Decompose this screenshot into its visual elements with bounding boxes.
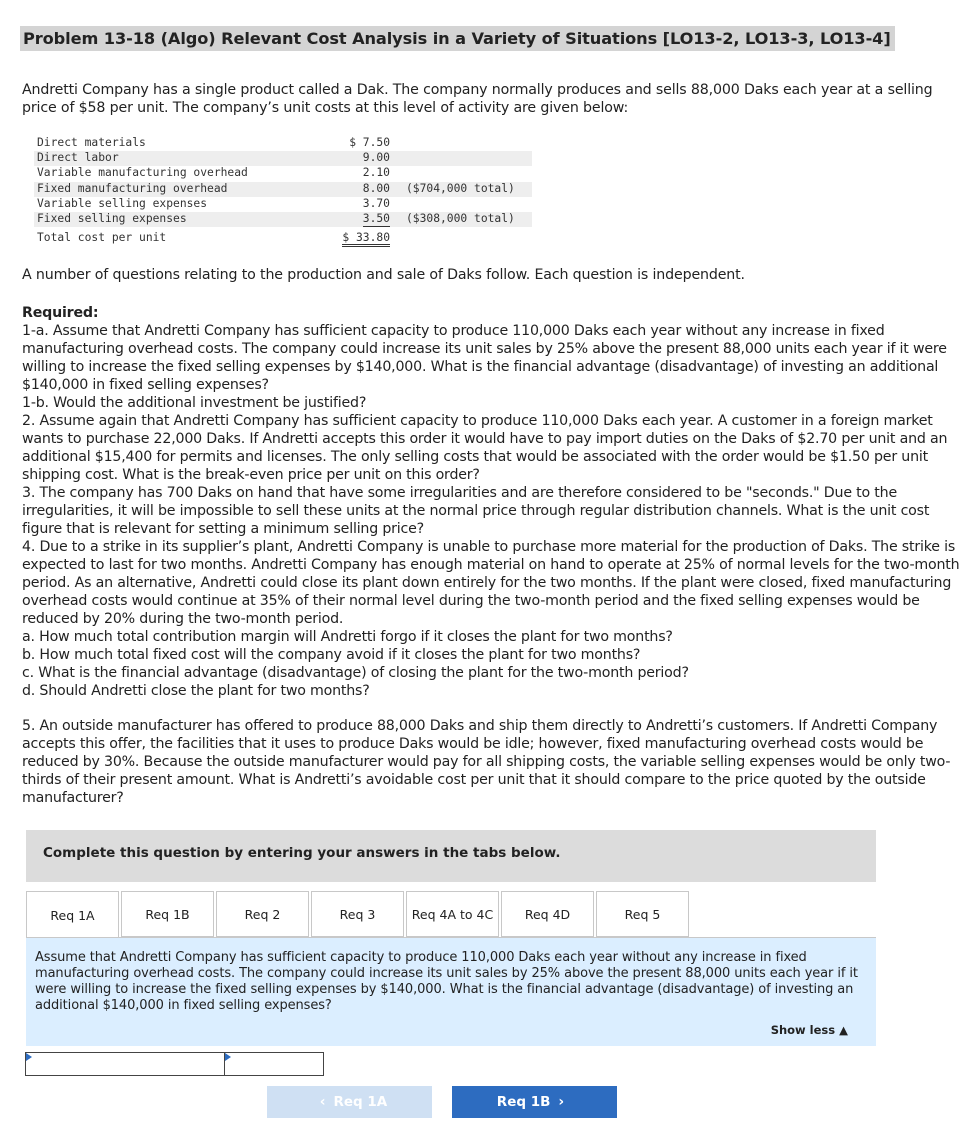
next-req-button[interactable] [452, 1086, 617, 1118]
tab-req-4d[interactable]: Req 4D [501, 891, 594, 937]
cost-amount: 3.70 [362, 196, 390, 210]
unit-cost-table [34, 136, 532, 247]
next-req-label: Req 1B [496, 1094, 551, 1110]
cost-row [34, 151, 532, 166]
flag-icon [225, 1053, 231, 1061]
prev-req-label: Req 1A [333, 1094, 388, 1110]
question-5: 5. An outside manufacturer has offered to produce 88,000 Daks and ship them directly to Andretti’s customers. If Andretti Company accepts this offer, the facilities that it uses to produce Daks would be idle; however, fixed manufacturing overhead costs would be reduced by 30%. Because the outside manufacturer would pay for all shipping costs, the variable selling expenses would be only two-thirds of their present amount. What is Andretti’s avoidable cost per unit that it should compare to the price quoted by the outside manufacturer? [22, 718, 951, 806]
cost-row [34, 136, 532, 151]
question-1a: 1-a. Assume that Andretti Company has sufficient capacity to produce 110,000 Daks each year without any increase in fixed manufacturing overhead costs. The company could increase its unit sales by 25% above the present 88,000 units each year if it were willing to increase the fixed selling expenses by $140,000. What is the financial advantage (disadvantage) of investing an additional $140,000 in fixed selling expenses? [22, 323, 947, 393]
cost-amount: 8.00 [362, 181, 390, 195]
chevron-left-icon: ‹ [319, 1094, 326, 1110]
required-heading: Required: [22, 305, 99, 321]
tab-req-1a[interactable]: Req 1A [26, 891, 119, 939]
independence-note: A number of questions relating to the production and sale of Daks follow. Each question is independent. [22, 267, 745, 283]
answer-label-cell[interactable] [25, 1052, 225, 1076]
cost-label: Direct labor [37, 151, 119, 165]
total-amount-value: $ 33.80 [342, 231, 390, 247]
total-note [392, 227, 532, 247]
show-less-label: Show less [770, 1023, 836, 1037]
cost-note: ($704,000 total) [406, 181, 515, 195]
answer-amount-cell[interactable] [224, 1052, 324, 1076]
cost-note [392, 197, 532, 212]
cost-label: Variable manufacturing overhead [37, 166, 248, 180]
question-4b: b. How much total fixed cost will the company avoid if it closes the plant for two months? [22, 647, 641, 663]
total-label: Total cost per unit [37, 231, 167, 245]
tab-panel-req-1a [26, 937, 876, 1046]
tab-req-5[interactable]: Req 5 [596, 891, 689, 937]
answer-amount-input[interactable] [225, 1053, 323, 1075]
intro-text: Andretti Company has a single product called a Dak. The company normally produces and sells 88,000 Daks each year at a selling price of $58 per unit. The company’s unit costs at this level of activity are given below: [22, 82, 933, 116]
cost-row [34, 197, 532, 212]
prev-req-button[interactable] [267, 1086, 432, 1118]
total-row [34, 227, 532, 247]
cost-amount: 9.00 [362, 151, 390, 165]
cost-amount: 2.10 [362, 166, 390, 180]
cost-note [392, 136, 532, 151]
cost-label: Fixed selling expenses [37, 211, 187, 225]
flag-icon [26, 1053, 32, 1061]
problem-title: Problem 13-18 (Algo) Relevant Cost Analysis in a Variety of Situations [LO13-2, LO13-3, LO13-4] [20, 26, 895, 51]
show-less-link[interactable] [771, 1023, 848, 1037]
question-4d: d. Should Andretti close the plant for two months? [22, 683, 370, 699]
instructions-banner [26, 830, 876, 882]
cost-label: Fixed manufacturing overhead [37, 181, 228, 195]
cost-label: Variable selling expenses [37, 196, 208, 210]
cost-row [34, 166, 532, 181]
triangle-up-icon: ▲ [839, 1023, 848, 1037]
tab-req-1b[interactable]: Req 1B [121, 891, 214, 937]
question-3: 3. The company has 700 Daks on hand that have some irregularities and are therefore considered to be "seconds." Due to the irregularities, it will be impossible to sell these units at the normal price through regular distribution channels. What is the unit cost figure that is relevant for setting a minimum selling price? [22, 485, 930, 537]
tab-req-2[interactable]: Req 2 [216, 891, 309, 937]
tab-req-3[interactable]: Req 3 [311, 891, 404, 937]
cost-note [392, 151, 532, 166]
question-2: 2. Assume again that Andretti Company has sufficient capacity to produce 110,000 Daks each year. A customer in a foreign market wants to purchase 22,000 Daks. If Andretti accepts this order it would have to pay import duties on the Daks of $2.70 per unit and an additional $15,400 for permits and licenses. The only selling costs that would be associated with the order would be $1.50 per unit shipping cost. What is the break-even price per unit on this order? [22, 413, 948, 483]
tab-req-4a-to-4c[interactable]: Req 4A to 4C [406, 891, 499, 937]
question-4: 4. Due to a strike in its supplier’s plant, Andretti Company is unable to purchase more material for the production of Daks. The strike is expected to last for two months. Andretti Company has enough material on hand to operate at 25% of normal levels for the two-month period. As an alternative, Andretti could close its plant down entirely for the two months. If the plant were closed, fixed manufacturing overhead costs would continue at 35% of their normal level during the two-month period and the fixed selling expenses would be reduced by 20% during the two-month period. [22, 539, 960, 627]
cost-amount-underlined: 3.50 [362, 211, 390, 225]
cost-row [34, 182, 532, 197]
question-4a: a. How much total contribution margin will Andretti forgo if it closes the plant for two months? [22, 629, 673, 645]
question-1b: 1-b. Would the additional investment be justified? [22, 395, 367, 411]
total-amount [297, 227, 392, 247]
cost-amount [297, 212, 392, 227]
cost-row [34, 212, 532, 227]
cost-note: ($308,000 total) [406, 211, 515, 225]
answer-label-input[interactable] [26, 1053, 224, 1075]
required-section [22, 304, 960, 807]
cost-note [392, 166, 532, 181]
panel-question-text: Assume that Andretti Company has sufficient capacity to produce 110,000 Daks each year without any increase in fixed manufacturing overhead costs. The company could increase its unit sales by 25% above the present 88,000 units each year if it were willing to increase the fixed selling expenses by $140,000. What is the financial advantage (disadvantage) of investing an additional $140,000 in fixed selling expenses? [35, 950, 858, 1013]
cost-amount: $ 7.50 [349, 136, 390, 149]
instructions-text: Complete this question by entering your answers in the tabs below. [43, 845, 561, 861]
question-4c: c. What is the financial advantage (disadvantage) of closing the plant for the two-month period? [22, 665, 689, 681]
cost-label: Direct materials [37, 136, 146, 149]
chevron-right-icon: › [558, 1094, 565, 1110]
